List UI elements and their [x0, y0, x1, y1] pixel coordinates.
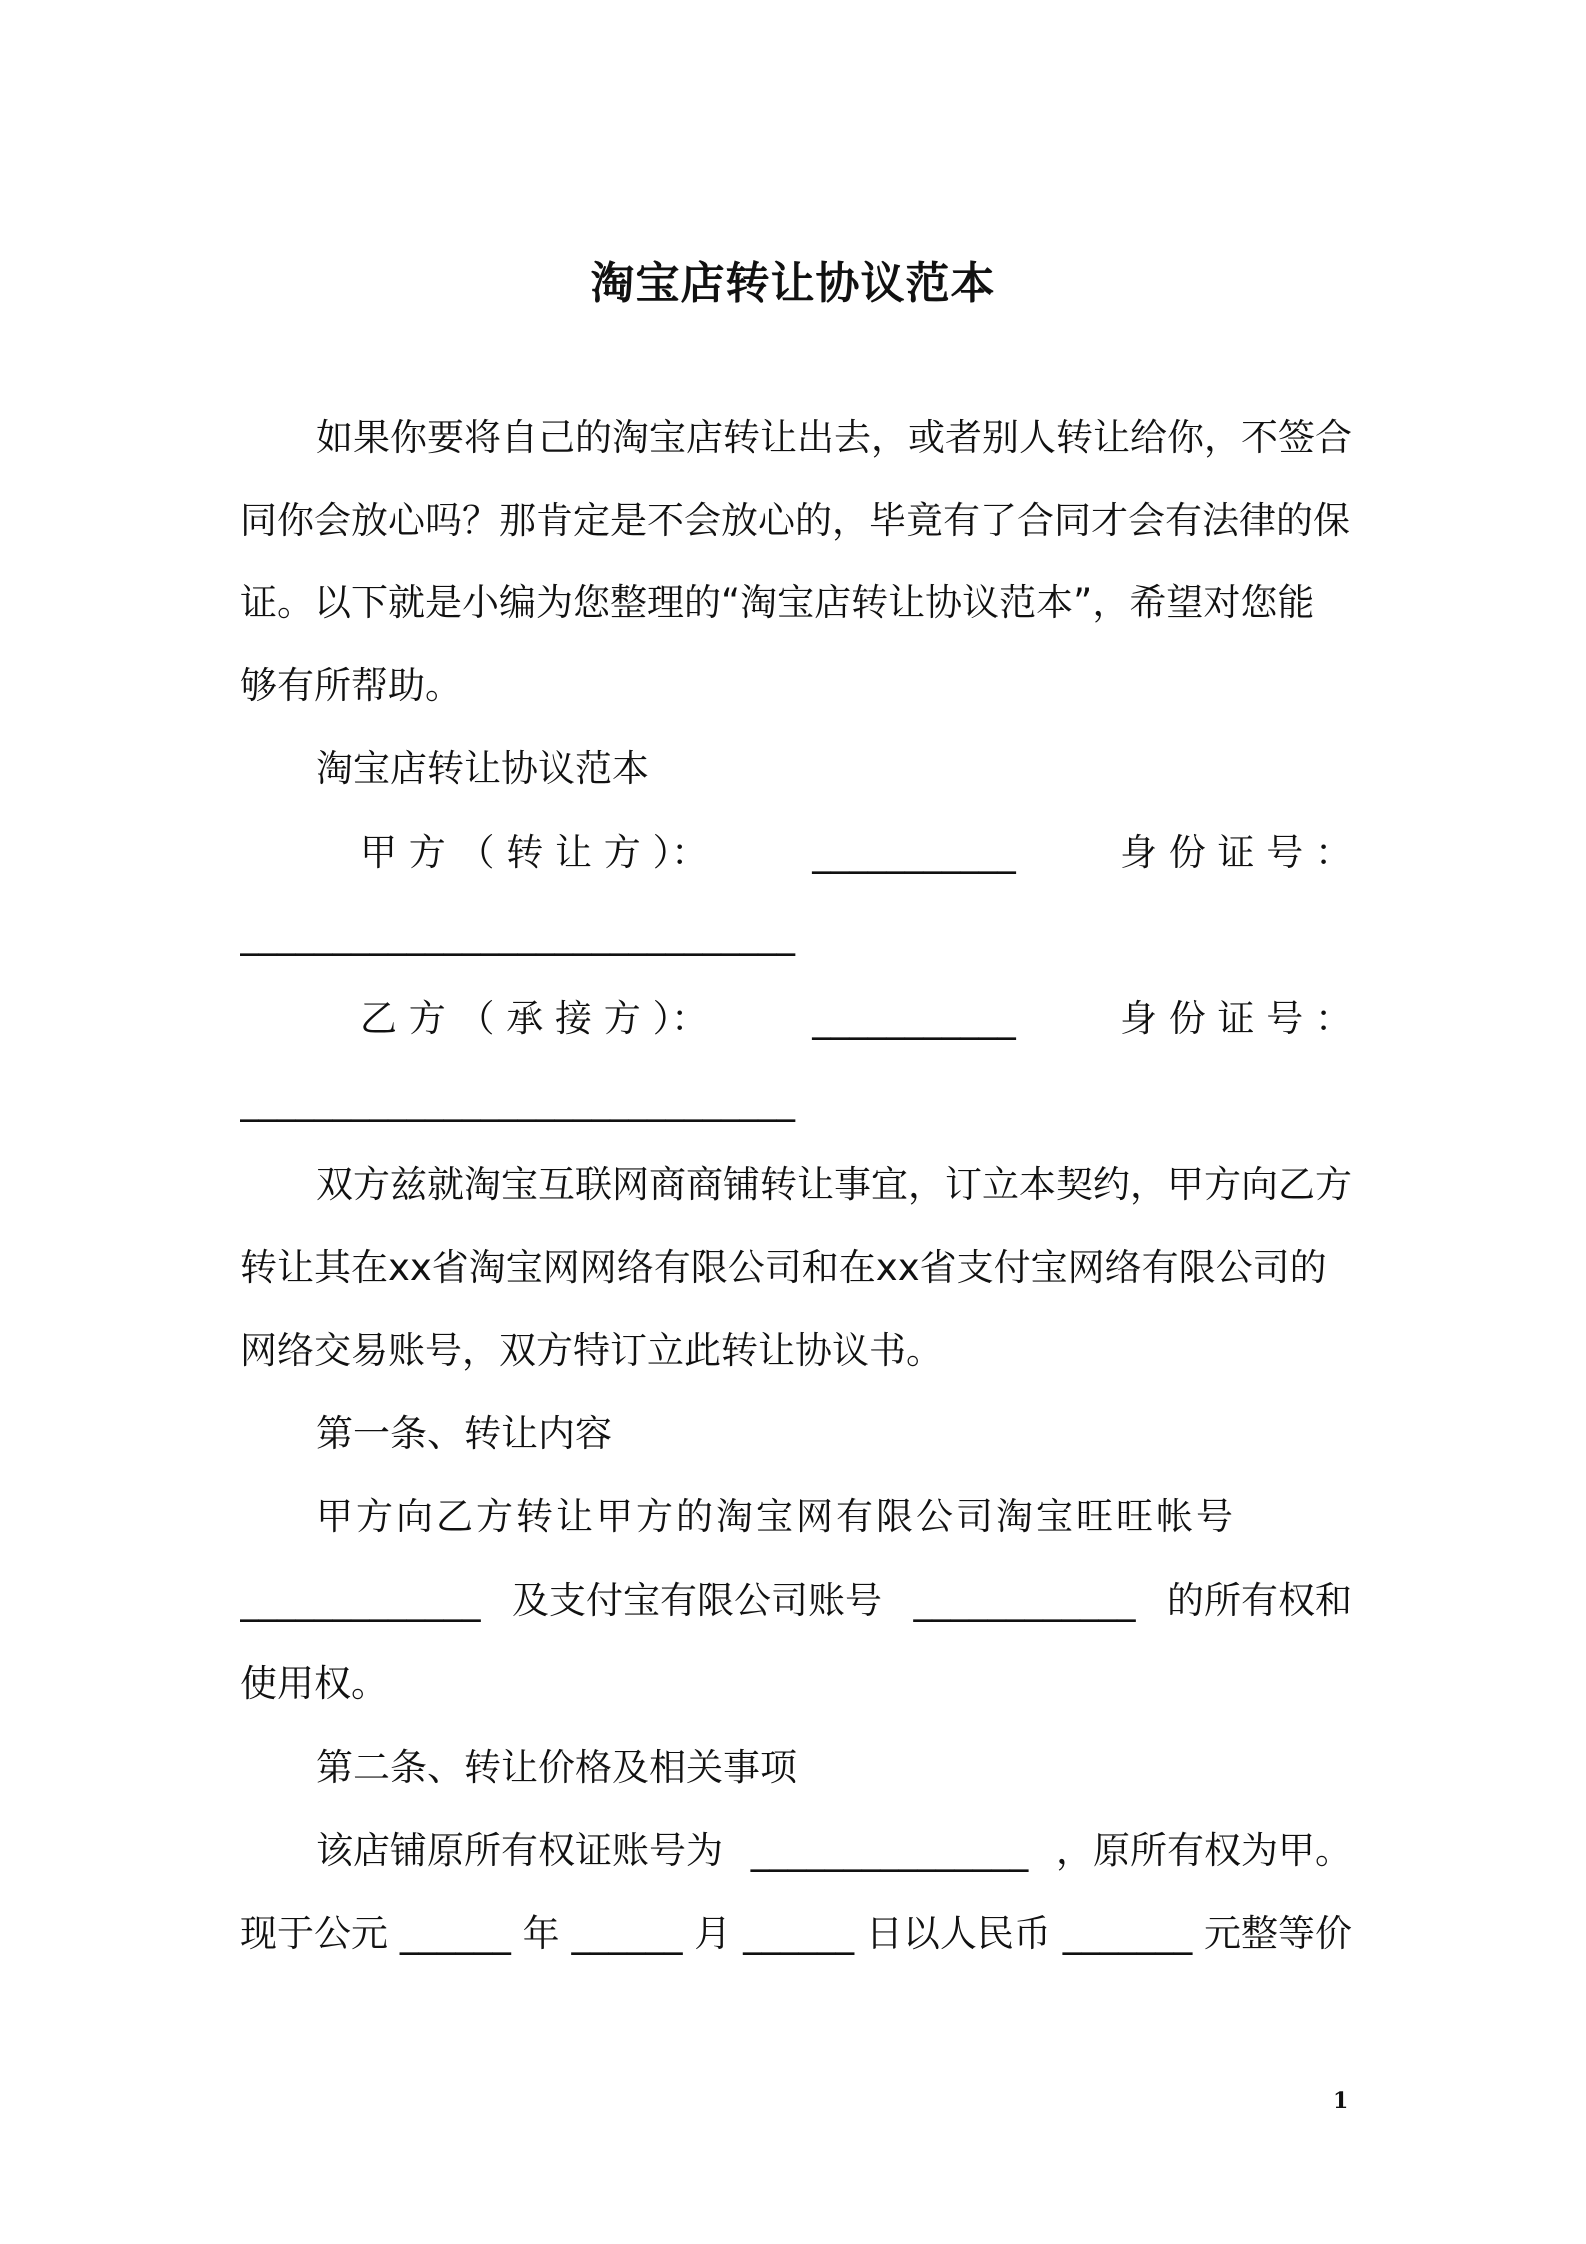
party-b-id-blank: ______________________________ [240, 1079, 795, 1122]
article-2-heading: 第二条、转让价格及相关事项 [316, 1746, 797, 1789]
agreement-intro-line-3: 网络交易账号，双方特订立此转让协议书。 [240, 1329, 943, 1372]
article-2-year-label: 年 [522, 1912, 560, 1955]
article-2-rmb-label: 日以人民币 [865, 1912, 1051, 1955]
page-number: 1 [1333, 2088, 1349, 2114]
article-2-year-blank: ______ [399, 1912, 511, 1955]
agreement-intro-line-2: 转让其在xx省淘宝网网络有限公司和在xx省支付宝网络有限公司的 [240, 1246, 1327, 1289]
article-1-alipay-text: 及支付宝有限公司账号 [512, 1579, 882, 1622]
article-2-day-blank: ______ [743, 1912, 855, 1955]
article-2-original-owner: ，原所有权为甲。 [1056, 1829, 1352, 1872]
article-2-line-2 [240, 1909, 1352, 1959]
article-1-account-blank-1: _____________ [240, 1579, 481, 1622]
intro-line-4: 够有所帮助。 [240, 664, 462, 707]
article-2-month-label: 月 [694, 1912, 732, 1955]
article-1-line-2 [240, 1576, 1352, 1626]
article-2-line-1 [316, 1826, 1352, 1876]
article-2-amount-blank: _______ [1062, 1912, 1193, 1955]
party-a-row [360, 828, 1352, 878]
agreement-intro-line-1: 双方兹就淘宝互联网商商铺转让事宜，订立本契约，甲方向乙方 [316, 1163, 1352, 1206]
article-2-amount-suffix: 元整等价 [1204, 1912, 1352, 1955]
article-2-date-prefix: 现于公元 [240, 1912, 388, 1955]
party-a-id-label: 身 份 证 号 ： [1119, 831, 1352, 874]
article-1-ownership-text: 的所有权和 [1167, 1579, 1352, 1622]
party-b-blank: ___________ [812, 997, 1016, 1040]
article-2-account-label: 该店铺原所有权证账号为 [316, 1829, 723, 1872]
document-title: 淘宝店转让协议范本 [590, 258, 996, 310]
article-1-account-blank-2: ____________ [913, 1579, 1136, 1622]
article-1-heading: 第一条、转让内容 [316, 1412, 612, 1455]
intro-line-3: 证。以下就是小编为您整理的“淘宝店转让协议范本”，希望对您能 [240, 581, 1315, 624]
article-2-account-blank: _______________ [750, 1829, 1029, 1872]
party-b-id-label: 身 份 证 号 ： [1119, 997, 1352, 1040]
party-b-row [360, 994, 1352, 1044]
intro-line-2: 同你会放心吗？那肯定是不会放心的，毕竟有了合同才会有法律的保 [240, 499, 1350, 542]
contract-subtitle: 淘宝店转让协议范本 [316, 747, 649, 790]
article-1-line-3: 使用权。 [240, 1662, 388, 1705]
party-a-id-blank: ______________________________ [240, 913, 795, 956]
party-b-label: 乙 方 （ 承 接 方 ）： [360, 997, 709, 1040]
intro-line-1: 如果你要将自己的淘宝店转让出去，或者别人转让给你，不签合 [316, 416, 1352, 459]
article-2-month-blank: ______ [571, 1912, 683, 1955]
party-a-label: 甲 方 （ 转 让 方 ）： [360, 831, 709, 874]
party-a-blank: ___________ [812, 831, 1016, 874]
article-1-line-1: 甲方向乙方转让甲方的淘宝网有限公司淘宝旺旺帐号 [316, 1495, 1236, 1538]
